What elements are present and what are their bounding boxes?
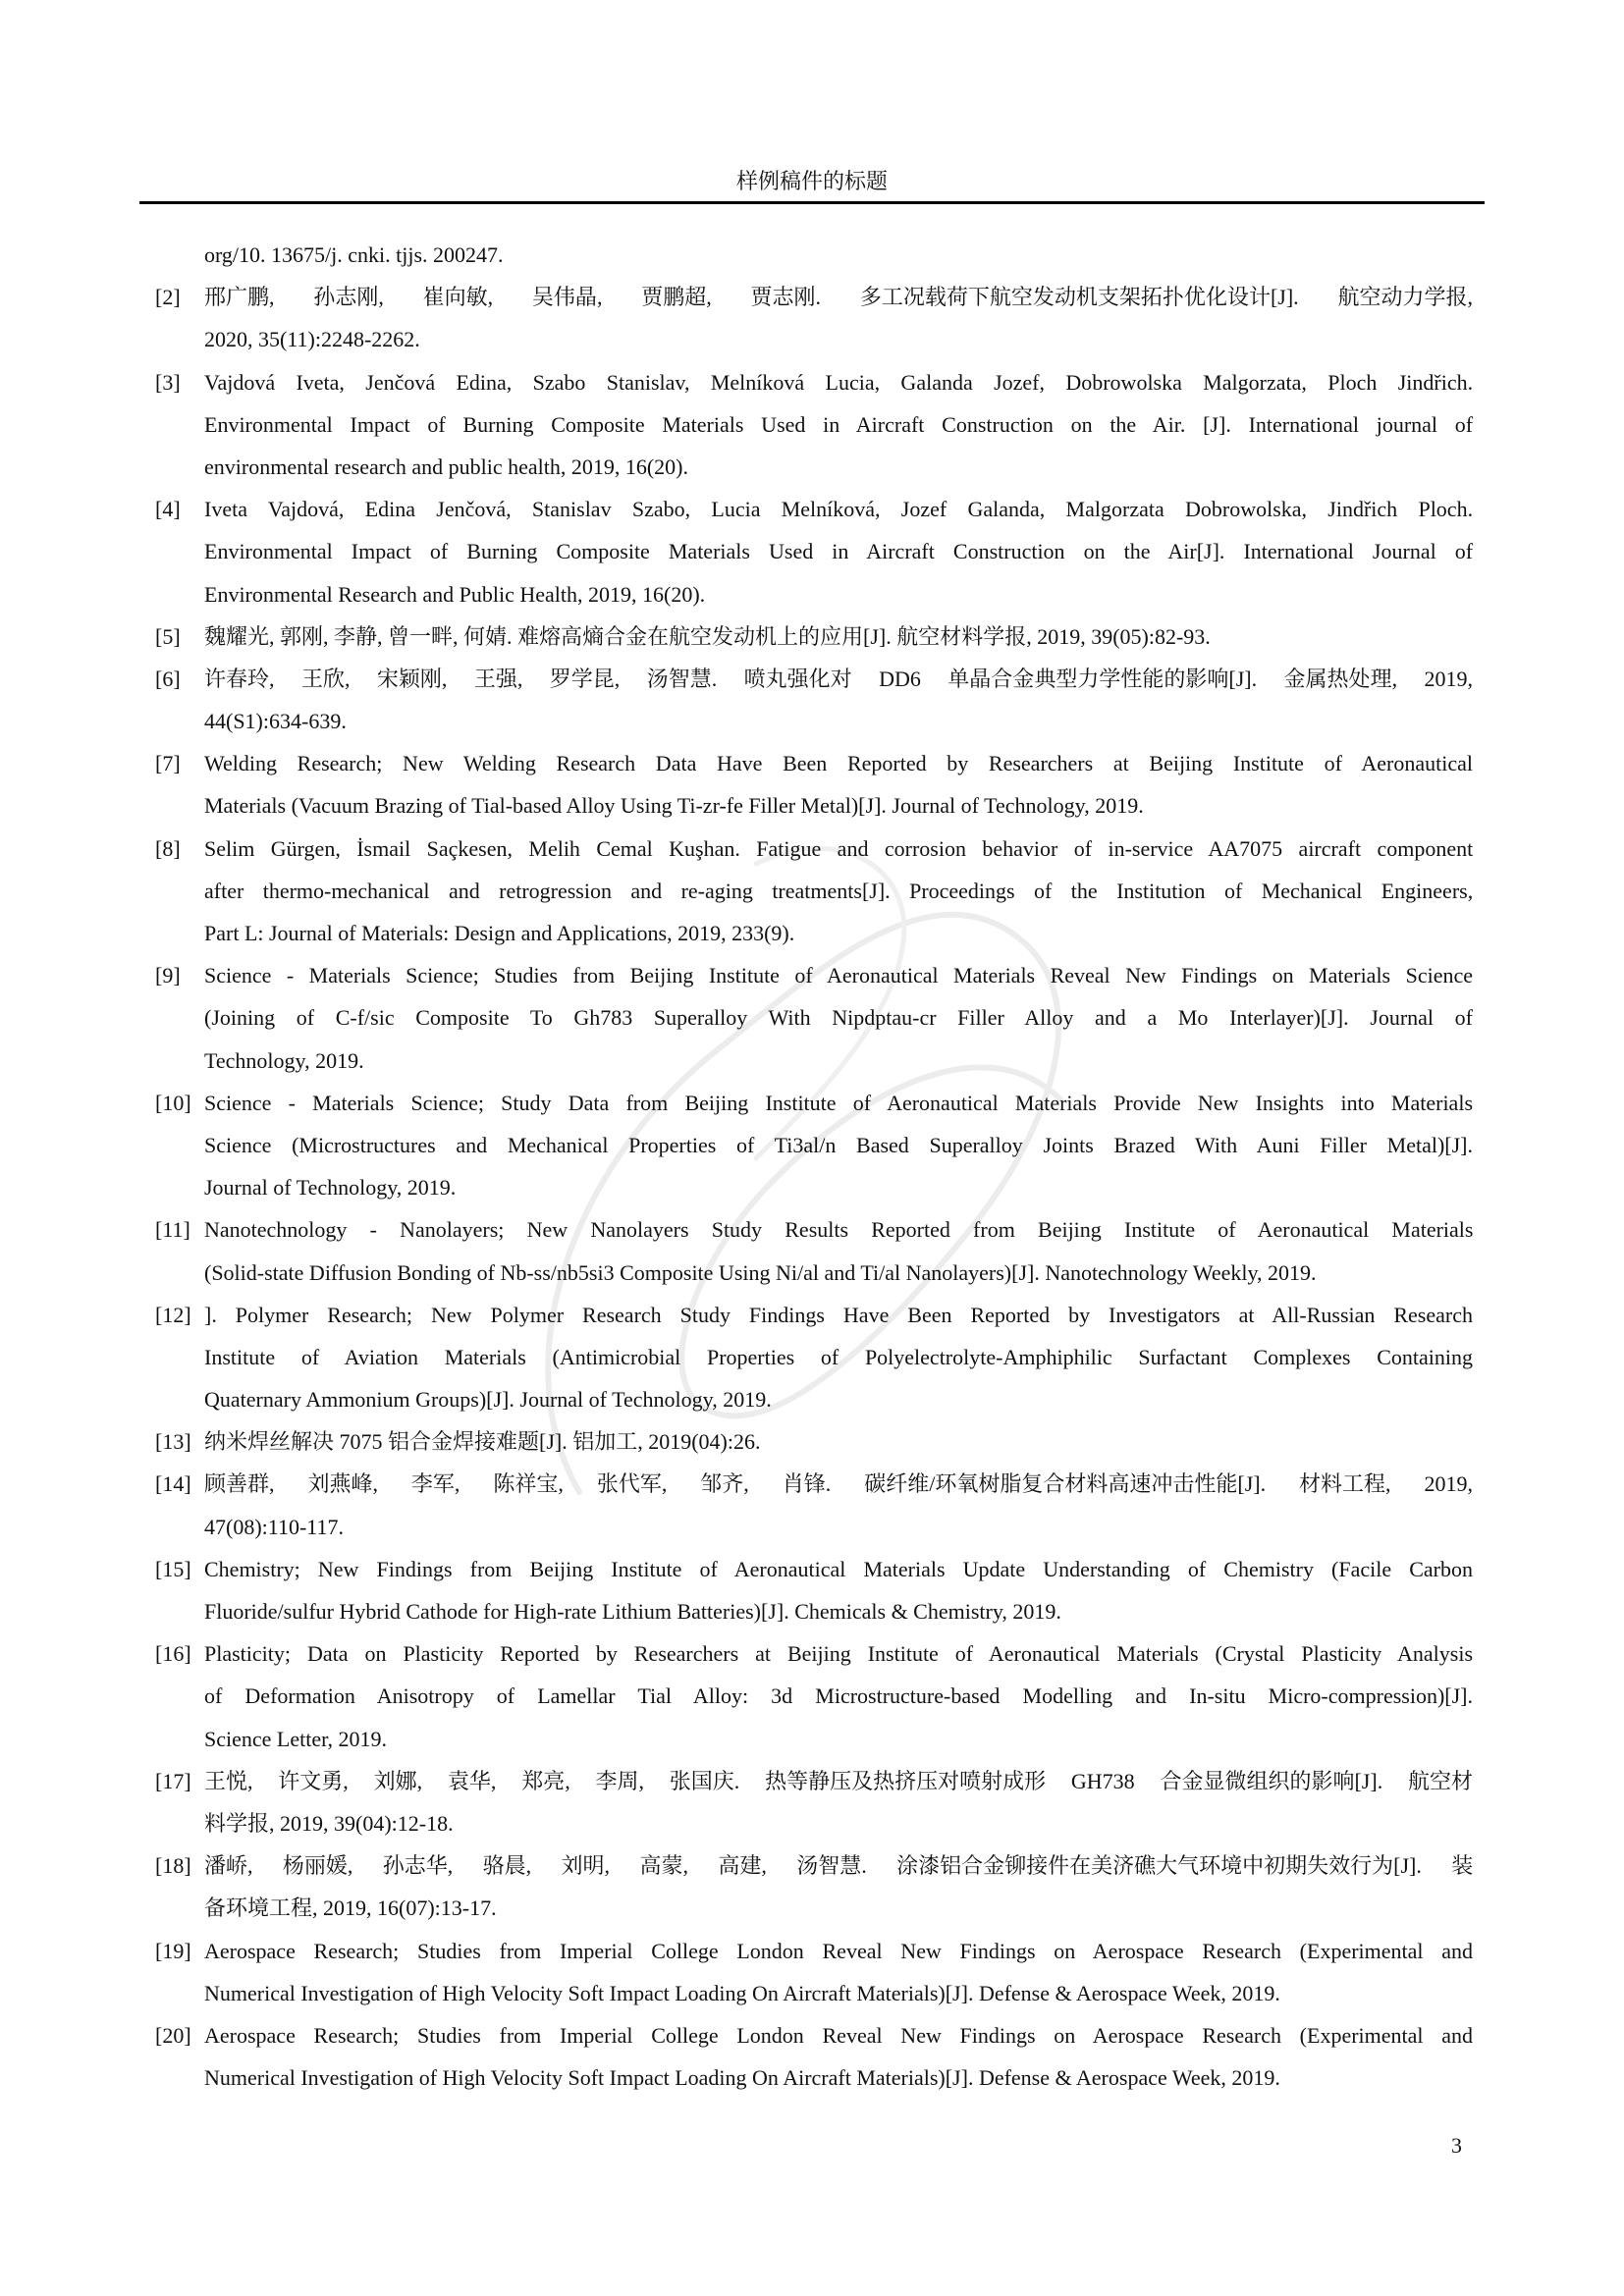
reference-item <box>155 1208 1473 1293</box>
reference-text <box>204 742 1473 827</box>
reference-number: [14] <box>155 1471 191 1497</box>
reference-item <box>155 2014 1473 2099</box>
reference-item <box>155 1294 1473 1421</box>
reference-line: Chemistry; New Findings from Beijing Institute of Aeronautical Materials Update Understanding of Chemistry (Facile Carbon <box>204 1556 1473 1581</box>
reference-number: [11] <box>155 1217 190 1243</box>
reference-item <box>155 1463 1473 1547</box>
reference-line: Welding Research; New Welding Research Data Have Been Reported by Researchers at Beijing Institute of Aeronautical <box>204 751 1473 776</box>
reference-line: org/10. 13675/j. cnki. tjjs. 200247. <box>204 242 504 267</box>
reference-number: [5] <box>155 623 181 649</box>
reference-line: Science (Microstructures and Mechanical Properties of Ti3al/n Based Superalloy Joints Brazed With Auni Filler Metal)[J]. <box>204 1132 1473 1157</box>
reference-line: environmental research and public health, 2019, 16(20). <box>204 454 689 479</box>
reference-number: [9] <box>155 963 181 988</box>
reference-text <box>204 1294 1473 1421</box>
reference-line: 44(S1):634-639. <box>204 709 347 734</box>
reference-line: of Deformation Anisotropy of Lamellar Tial Alloy: 3d Microstructure-based Modelling and In-situ Micro-compression)[J]. <box>204 1683 1473 1709</box>
reference-line: Quaternary Ammonium Groups)[J]. Journal of Technology, 2019. <box>204 1387 772 1413</box>
header-rule <box>139 201 1485 204</box>
reference-number: [15] <box>155 1556 191 1581</box>
reference-line: (Solid-state Diffusion Bonding of Nb-ss/nb5si3 Composite Using Ni/al and Ti/al Nanolayers)[J]. Nanotechnology Weekly, 2019. <box>204 1259 1317 1285</box>
reference-number: [17] <box>155 1768 191 1793</box>
reference-line: Nanotechnology - Nanolayers; New Nanolayers Study Results Reported from Beijing Institute of Aeronautical Materials <box>204 1217 1474 1243</box>
reference-line: Numerical Investigation of High Velocity Soft Impact Loading On Aircraft Materials)[J]. Defense & Aerospace Week, 2019. <box>204 1980 1280 2005</box>
reference-line: Materials (Vacuum Brazing of Tial-based Alloy Using Ti-zr-fe Filler Metal)[J]. Journal of Technology, 2019. <box>204 793 1144 819</box>
reference-number: [8] <box>155 835 181 861</box>
reference-text <box>204 1760 1473 1844</box>
reference-number: [4] <box>155 497 181 522</box>
reference-line: Environmental Impact of Burning Composite Materials Used in Aircraft Construction on the Air. [J]. International journal of <box>204 411 1474 437</box>
reference-text <box>204 1844 1473 1929</box>
reference-item <box>155 276 1473 360</box>
reference-line: 王悦, 许文勇, 刘娜, 袁华, 郑亮, 李周, 张国庆. 热等静压及热挤压对喷射成形 GH738 合金显微组织的影响[J]. 航空材 <box>204 1768 1473 1793</box>
reference-line: 邢广鹏, 孙志刚, 崔向敏, 吴伟晶, 贾鹏超, 贾志刚. 多工况载荷下航空发动机支架拓扑优化设计[J]. 航空动力学报, <box>204 285 1473 310</box>
reference-line: Environmental Research and Public Health, 2019, 16(20). <box>204 581 706 607</box>
reference-line: Science - Materials Science; Studies from Beijing Institute of Aeronautical Materials Reveal New Findings on Materials Science <box>204 963 1473 988</box>
reference-text <box>204 658 1473 742</box>
reference-text <box>204 1632 1473 1760</box>
running-header-title: 样例稿件的标题 <box>735 169 888 193</box>
reference-item <box>155 1632 1473 1760</box>
reference-item <box>155 742 1473 827</box>
reference-text <box>204 615 1473 658</box>
reference-line: 备环境工程, 2019, 16(07):13-17. <box>204 1896 497 1921</box>
reference-line: Environmental Impact of Burning Composite Materials Used in Aircraft Construction on the Air[J]. International Journal of <box>204 539 1474 564</box>
reference-item <box>155 828 1473 955</box>
reference-number: [18] <box>155 1853 191 1879</box>
reference-line: Vajdová Iveta, Jenčová Edina, Szabo Stanislav, Melníková Lucia, Galanda Jozef, Dobrowolska Malgorzata, Ploch Jindřich. <box>204 369 1474 395</box>
page-number: 3 <box>1451 2133 1462 2158</box>
reference-line: Selim Gürgen, İsmail Saçkesen, Melih Cemal Kuşhan. Fatigue and corrosion behavior of in-service AA7075 aircraft component <box>204 835 1474 861</box>
reference-text <box>204 1420 1473 1463</box>
reference-text <box>204 2014 1473 2099</box>
reference-item <box>155 1548 1473 1632</box>
reference-line: Aerospace Research; Studies from Imperial College London Reveal New Findings on Aerospace Research (Experimental and <box>204 1938 1473 1963</box>
reference-text <box>204 488 1473 615</box>
reference-item <box>155 1082 1473 1209</box>
reference-line: 潘峤, 杨丽媛, 孙志华, 骆晨, 刘明, 高蒙, 高建, 汤智慧. 涂漆铝合金铆接件在美济礁大气环境中初期失效行为[J]. 装 <box>204 1853 1474 1879</box>
reference-item <box>155 1420 1473 1463</box>
reference-line: 2020, 35(11):2248-2262. <box>204 327 420 352</box>
reference-line: Institute of Aviation Materials (Antimicrobial Properties of Polyelectrolyte-Amphiphilic Surfactant Complexes Containing <box>204 1344 1473 1369</box>
reference-line: after thermo-mechanical and retrogression and re-aging treatments[J]. Proceedings of the Institution of Mechanical Engineers, <box>204 878 1474 903</box>
reference-number: [13] <box>155 1429 191 1455</box>
reference-line: 魏耀光, 郭刚, 李静, 曾一畔, 何婧. 难熔高熵合金在航空发动机上的应用[J]. 航空材料学报, 2019, 39(05):82-93. <box>204 623 1211 649</box>
reference-list <box>155 234 1473 2099</box>
reference-line: ]. Polymer Research; New Polymer Research Study Findings Have Been Reported by Investigators at All-Russian Research <box>204 1302 1473 1327</box>
reference-text <box>204 1463 1473 1547</box>
reference-number: [12] <box>155 1302 191 1327</box>
reference-item <box>155 615 1473 658</box>
reference-line: Plasticity; Data on Plasticity Reported by Researchers at Beijing Institute of Aeronautical Materials (Crystal Plasticity Analysis <box>204 1641 1473 1667</box>
reference-number: [19] <box>155 1938 191 1963</box>
reference-line: Science - Materials Science; Study Data from Beijing Institute of Aeronautical Materials Provide New Insights into Materials <box>204 1090 1473 1115</box>
reference-item <box>155 1930 1473 2014</box>
reference-line: Journal of Technology, 2019. <box>204 1175 457 1201</box>
reference-item <box>155 234 1473 276</box>
reference-text <box>204 1548 1473 1632</box>
reference-line: Science Letter, 2019. <box>204 1726 388 1751</box>
reference-number: [20] <box>155 2022 191 2048</box>
reference-line: 许春玲, 王欣, 宋颖刚, 王强, 罗学昆, 汤智慧. 喷丸强化对 DD6 单晶合金典型力学性能的影响[J]. 金属热处理, 2019, <box>204 666 1473 691</box>
reference-item <box>155 1760 1473 1844</box>
reference-number: [16] <box>155 1641 191 1667</box>
reference-text <box>204 828 1473 955</box>
reference-text <box>204 361 1473 489</box>
reference-line: 47(08):110-117. <box>204 1514 344 1539</box>
reference-line: (Joining of C-f/sic Composite To Gh783 Superalloy With Nipdptau-cr Filler Alloy and a Mo Interlayer)[J]. Journal of <box>204 1005 1473 1031</box>
reference-line: Numerical Investigation of High Velocity Soft Impact Loading On Aircraft Materials)[J]. Defense & Aerospace Week, 2019. <box>204 2065 1280 2091</box>
reference-line: 料学报, 2019, 39(04):12-18. <box>204 1810 454 1836</box>
reference-number: [10] <box>155 1090 191 1115</box>
reference-number: [2] <box>155 285 181 310</box>
reference-number: [3] <box>155 369 181 395</box>
reference-line: Technology, 2019. <box>204 1047 364 1073</box>
reference-item <box>155 361 1473 489</box>
reference-line: 纳米焊丝解决 7075 铝合金焊接难题[J]. 铝加工, 2019(04):26. <box>204 1429 761 1455</box>
reference-line: Iveta Vajdová, Edina Jenčová, Stanislav Szabo, Lucia Melníková, Jozef Galanda, Malgorzata Dobrowolska, Jindřich Ploch. <box>204 497 1474 522</box>
reference-item <box>155 658 1473 742</box>
reference-line: Fluoride/sulfur Hybrid Cathode for High-rate Lithium Batteries)[J]. Chemicals & Chemistry, 2019. <box>204 1599 1061 1625</box>
reference-number: [6] <box>155 666 181 691</box>
reference-text <box>204 954 1473 1082</box>
reference-number: [7] <box>155 751 181 776</box>
reference-line: Aerospace Research; Studies from Imperial College London Reveal New Findings on Aerospace Research (Experimental and <box>204 2022 1473 2048</box>
reference-text <box>204 1082 1473 1209</box>
reference-item <box>155 954 1473 1082</box>
reference-item <box>155 488 1473 615</box>
reference-line: 顾善群, 刘燕峰, 李军, 陈祥宝, 张代军, 邹齐, 肖锋. 碳纤维/环氧树脂复合材料高速冲击性能[J]. 材料工程, 2019, <box>204 1471 1473 1497</box>
reference-text <box>204 1930 1473 2014</box>
reference-text <box>204 234 1473 276</box>
reference-text <box>204 276 1473 360</box>
reference-text <box>204 1208 1473 1293</box>
reference-line: Part L: Journal of Materials: Design and Applications, 2019, 233(9). <box>204 921 795 946</box>
reference-item <box>155 1844 1473 1929</box>
